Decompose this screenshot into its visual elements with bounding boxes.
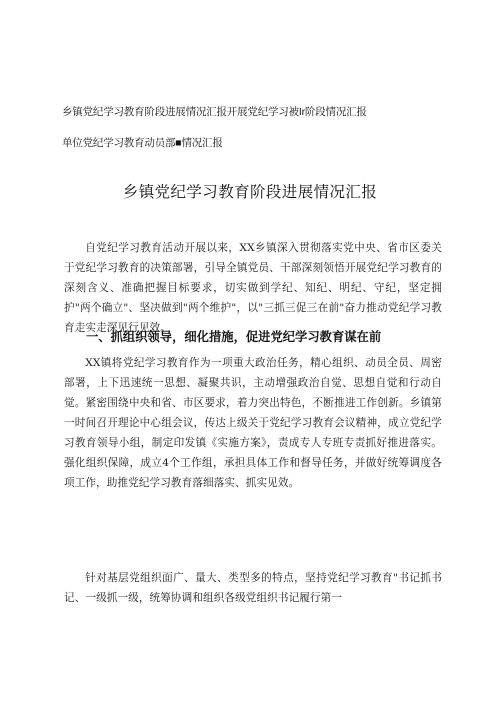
section-heading-1: 一、抓组织领导，细化措施，促进党纪学习教育谋在前 — [86, 330, 382, 344]
paragraph-intro: 自党纪学习教育活动开展以来，XX乡镇深入贯彻落实党中央、省市区委关于党纪学习教育的决策部署，引导全镇党员、干部深刻领悟开展党纪学习教育的深刻含义、准确把握目标要求，切实做到学纪、知纪、明纪、守纪，坚定拥护"两个确立"、坚决做到"两个维护"，以"三抓三促三在前"奋力推动党纪学习教育走实走深见行见效。 — [64, 242, 442, 334]
paragraph-section-1-continued: 针对基层党组织面广、量大、类型多的特点，坚持党纪学习教育"书记抓书记、一级抓一级，统筹协调和组织各级党组织书记履行第一 — [64, 572, 442, 604]
paragraph-section-1: XX镇将党纪学习教育作为一项重大政治任务，精心组织、动员全员、周密部署，上下迅速统一思想、凝聚共识，主动增强政治自觉、思想自觉和行动自觉。紧密围绕中央和省、市区要求，着力突出特色，不断推进工作创新。乡镇第一时间召开理论中心组会议，传达上级关于党纪学习教育会议精神，成立党纪学习教育领导小组，制定印发镇《实施方案》，责成专人专班专责抓好推进落实。强化组织保障，成立4个工作组，承担具体工作和督导任务，并做好统筹调度各项工作，助推党纪学习教育落细落实、抓实见效。 — [64, 357, 442, 489]
header-line-2: 单位党纪学习教育动员部■情况汇报 — [62, 137, 223, 149]
document-title: 乡镇党纪学习教育阶段进展情况汇报 — [122, 183, 378, 201]
header-line-1: 乡镇党纪学习教育阶段进展情况汇报开展党纪学习被Ir阶段情况汇报 — [62, 106, 367, 118]
